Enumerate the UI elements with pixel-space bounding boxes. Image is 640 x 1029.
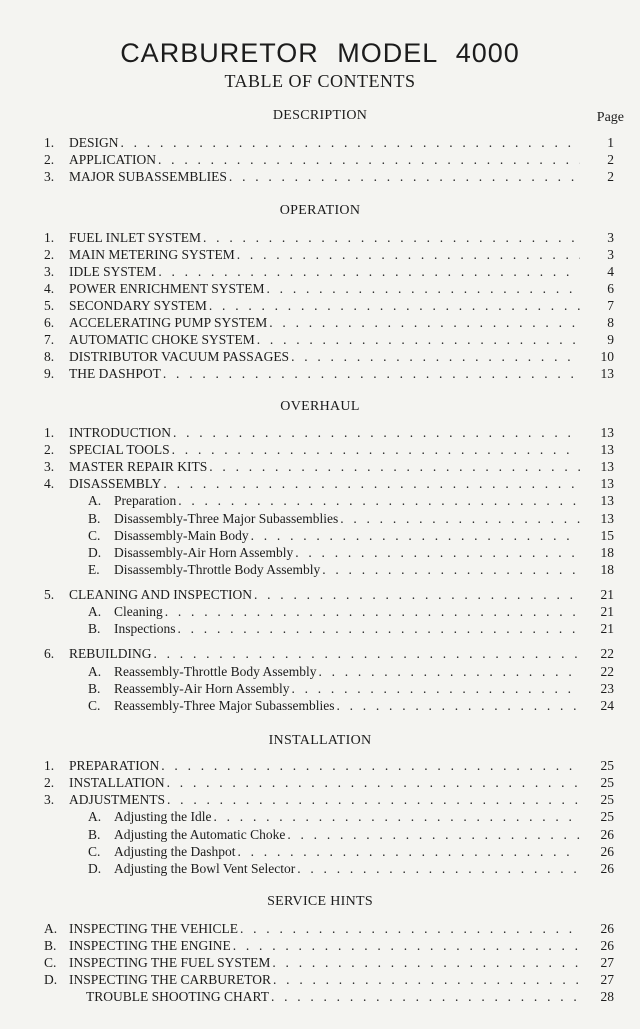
dot-leader — [233, 937, 580, 954]
dot-leader — [291, 348, 580, 365]
toc-entry-label: DISTRIBUTOR VACUUM PASSAGES — [69, 349, 290, 364]
toc-entry-number: A. — [88, 604, 102, 619]
dot-leader — [158, 263, 580, 280]
toc-entry — [0, 441, 640, 458]
toc-entry-leader — [69, 937, 580, 954]
toc-entry — [0, 365, 640, 382]
toc-entry — [0, 808, 640, 825]
toc-entry-page: 27 — [600, 955, 614, 970]
toc-entry-label: Disassembly-Main Body — [114, 528, 249, 543]
toc-entry-page: 25 — [600, 792, 614, 807]
toc-entry-page: 22 — [600, 664, 614, 679]
dot-leader — [297, 860, 580, 877]
toc-entry-leader — [114, 544, 580, 561]
toc-entry-leader — [69, 791, 580, 808]
toc-entry-label: INSTALLATION — [69, 775, 165, 790]
toc-entry-page: 26 — [600, 844, 614, 859]
dot-leader — [121, 134, 581, 151]
toc-entry-label: SECONDARY SYSTEM — [69, 298, 207, 313]
toc-entry — [0, 168, 640, 185]
toc-entry-label: Disassembly-Throttle Body Assembly — [114, 562, 321, 577]
toc-entry-label: INSPECTING THE FUEL SYSTEM — [69, 955, 271, 970]
toc-entry-page: 18 — [600, 545, 614, 560]
toc-entry-leader — [69, 424, 580, 441]
toc-entry-leader — [69, 297, 580, 314]
toc-entry-number: 4. — [44, 476, 55, 491]
toc-entry-page: 13 — [600, 493, 614, 508]
dot-leader — [287, 826, 580, 843]
toc-entry-number: C. — [88, 698, 101, 713]
toc-entry-number: 2. — [44, 775, 55, 790]
toc-entry-label: PREPARATION — [69, 758, 160, 773]
toc-entry-number: A. — [88, 809, 102, 824]
toc-entry-page: 26 — [600, 938, 614, 953]
toc-entry-leader — [69, 475, 580, 492]
toc-entry — [0, 544, 640, 561]
toc-entry-label: MAIN METERING SYSTEM — [69, 247, 235, 262]
toc-entry-number: 1. — [44, 230, 55, 245]
toc-entry-number: 7. — [44, 332, 55, 347]
toc-entry-leader — [69, 229, 580, 246]
toc-entry-page: 13 — [600, 442, 614, 457]
page-title: CARBURETOR MODEL 4000 — [120, 38, 520, 68]
toc-entry-leader — [69, 348, 580, 365]
toc-entry-label: Cleaning — [114, 604, 163, 619]
toc-entry-page: 10 — [600, 349, 614, 364]
toc-entry-page: 3 — [607, 247, 614, 262]
toc-entry — [0, 774, 640, 791]
toc-entry-label: MAJOR SUBASSEMBLIES — [69, 169, 227, 184]
dot-leader — [273, 971, 580, 988]
toc-entry-page: 9 — [607, 332, 614, 347]
section-heading: DESCRIPTION — [272, 108, 368, 123]
toc-entry — [0, 475, 640, 492]
toc-entry-number: C. — [88, 528, 101, 543]
toc-entry-page: 2 — [607, 169, 614, 184]
toc-entry-leader — [69, 246, 580, 263]
toc-entry-label: Reassembly-Three Major Subassemblies — [114, 698, 335, 713]
section-heading: OVERHAUL — [280, 399, 360, 414]
toc-entry-leader — [69, 263, 580, 280]
toc-entry-leader — [69, 134, 580, 151]
toc-entry-page: 13 — [600, 366, 614, 381]
toc-entry-number: D. — [88, 861, 102, 876]
toc-entry-label: REBUILDING — [69, 646, 152, 661]
toc-entry-leader — [69, 458, 580, 475]
toc-entry-leader — [114, 808, 580, 825]
toc-entry-number: 5. — [44, 587, 55, 602]
toc-entry-label: Preparation — [114, 493, 177, 508]
toc-entry — [0, 314, 640, 331]
toc-entry-page: 6 — [607, 281, 614, 296]
toc-entry-number: 6. — [44, 315, 55, 330]
dot-leader — [318, 663, 580, 680]
toc-entry — [0, 510, 640, 527]
toc-entry — [0, 860, 640, 877]
toc-entry-leader — [114, 680, 580, 697]
dot-leader — [172, 441, 580, 458]
toc-entry — [0, 492, 640, 509]
dot-leader — [229, 168, 580, 185]
toc-entry-label: Adjusting the Automatic Choke — [114, 827, 286, 842]
toc-entry — [0, 134, 640, 151]
toc-entry-leader — [69, 441, 580, 458]
toc-entry-label: POWER ENRICHMENT SYSTEM — [69, 281, 265, 296]
dot-leader — [165, 603, 580, 620]
toc-entry-page: 28 — [600, 989, 614, 1004]
dot-leader — [173, 424, 580, 441]
toc-entry-label: Reassembly-Air Horn Assembly — [114, 681, 290, 696]
dot-leader — [237, 246, 580, 263]
toc-entry-leader — [69, 757, 580, 774]
toc-entry-leader — [69, 586, 580, 603]
toc-entry — [0, 843, 640, 860]
toc-entry-label: DESIGN — [69, 135, 119, 150]
dot-leader — [163, 475, 580, 492]
toc-entry — [0, 263, 640, 280]
toc-entry-label: SPECIAL TOOLS — [69, 442, 170, 457]
toc-entry-number: 1. — [44, 425, 55, 440]
toc-entry-page: 13 — [600, 511, 614, 526]
dot-leader — [269, 314, 580, 331]
toc-entry-page: 21 — [600, 604, 614, 619]
dot-leader — [238, 843, 581, 860]
toc-entry-number: B. — [88, 827, 101, 842]
toc-entry-page: 26 — [600, 861, 614, 876]
toc-entry-label: INSPECTING THE ENGINE — [69, 938, 231, 953]
toc-entry-page: 24 — [600, 698, 614, 713]
toc-entry-label: Reassembly-Throttle Body Assembly — [114, 664, 317, 679]
toc-entry-leader — [114, 492, 580, 509]
toc-entry-page: 13 — [600, 425, 614, 440]
toc-entry-page: 13 — [600, 476, 614, 491]
toc-entry-leader — [114, 843, 580, 860]
toc-entry-leader — [114, 603, 580, 620]
dot-leader — [161, 757, 580, 774]
toc-entry-page: 25 — [600, 809, 614, 824]
toc-entry-leader — [114, 620, 580, 637]
toc-entry-label: INSPECTING THE VEHICLE — [69, 921, 238, 936]
toc-entry — [0, 988, 640, 1005]
toc-entry-number: 3. — [44, 792, 55, 807]
toc-entry — [0, 791, 640, 808]
toc-entry-leader — [69, 954, 580, 971]
toc-entry-page: 25 — [600, 758, 614, 773]
toc-entry-number: 3. — [44, 169, 55, 184]
toc-entry-number: 2. — [44, 442, 55, 457]
toc-entry-leader — [69, 331, 580, 348]
toc-entry-page: 25 — [600, 775, 614, 790]
dot-leader — [167, 791, 580, 808]
dot-leader — [271, 988, 580, 1005]
toc-entry-number: 8. — [44, 349, 55, 364]
toc-entry-number: E. — [88, 562, 100, 577]
toc-entry-label: Disassembly-Air Horn Assembly — [114, 545, 294, 560]
toc-entry-number: 6. — [44, 646, 55, 661]
toc-entry — [0, 297, 640, 314]
section-heading: OPERATION — [279, 203, 361, 218]
dot-leader — [163, 365, 580, 382]
toc-entry — [0, 246, 640, 263]
toc-entry-page: 3 — [607, 230, 614, 245]
toc-entry-leader — [69, 168, 580, 185]
dot-leader — [178, 620, 581, 637]
toc-entry-number: A. — [44, 921, 58, 936]
toc-entry — [0, 954, 640, 971]
dot-leader — [257, 331, 580, 348]
toc-entry-label: IDLE SYSTEM — [69, 264, 157, 279]
dot-leader — [240, 920, 580, 937]
dot-leader — [158, 151, 580, 168]
toc-entry-number: A. — [88, 493, 102, 508]
toc-entry — [0, 561, 640, 578]
dot-leader — [336, 697, 580, 714]
toc-entry — [0, 826, 640, 843]
toc-entry — [0, 229, 640, 246]
toc-entry-label: TROUBLE SHOOTING CHART — [86, 989, 269, 1004]
toc-entry-leader — [69, 314, 580, 331]
toc-entry-page: 22 — [600, 646, 614, 661]
toc-entry-number: B. — [88, 621, 101, 636]
toc-entry-number: A. — [88, 664, 102, 679]
toc-entry-label: FUEL INLET SYSTEM — [69, 230, 202, 245]
toc-entry-number: C. — [44, 955, 57, 970]
toc-entry-label: Adjusting the Bowl Vent Selector — [114, 861, 296, 876]
dot-leader — [254, 586, 580, 603]
toc-entry-label: Adjusting the Idle — [114, 809, 212, 824]
toc-entry-number: 4. — [44, 281, 55, 296]
toc-entry-page: 26 — [600, 827, 614, 842]
dot-leader — [178, 492, 580, 509]
toc-entry-leader — [114, 510, 580, 527]
toc-entry-page: 15 — [600, 528, 614, 543]
toc-entry — [0, 680, 640, 697]
toc-entry — [0, 920, 640, 937]
toc-entry — [0, 331, 640, 348]
toc-entry-label: ACCELERATING PUMP SYSTEM — [69, 315, 268, 330]
toc-entry — [0, 151, 640, 168]
toc-entry-label: AUTOMATIC CHOKE SYSTEM — [69, 332, 255, 347]
toc-entry-number: B. — [88, 681, 101, 696]
toc-entry — [0, 971, 640, 988]
dot-leader — [295, 544, 580, 561]
toc-entry — [0, 424, 640, 441]
toc-entry — [0, 348, 640, 365]
dot-leader — [203, 229, 580, 246]
toc-entry-page: 26 — [600, 921, 614, 936]
toc-entry-leader — [69, 365, 580, 382]
toc-entry-label: DISASSEMBLY — [69, 476, 162, 491]
toc-entry-leader — [69, 645, 580, 662]
toc-entry-leader — [114, 860, 580, 877]
toc-entry — [0, 645, 640, 662]
toc-entry-number: 1. — [44, 758, 55, 773]
toc-entry-leader — [114, 663, 580, 680]
toc-entry-number: 2. — [44, 247, 55, 262]
toc-entry-number: B. — [88, 511, 101, 526]
toc-entry-page: 18 — [600, 562, 614, 577]
toc-entry-leader — [69, 280, 580, 297]
page-subtitle: TABLE OF CONTENTS — [224, 71, 416, 91]
toc-entry-label: INTRODUCTION — [69, 425, 171, 440]
toc-entry — [0, 620, 640, 637]
toc-entry-page: 8 — [607, 315, 614, 330]
toc-entry-number: 3. — [44, 264, 55, 279]
toc-entry-leader — [69, 151, 580, 168]
toc-entry-page: 23 — [600, 681, 614, 696]
dot-leader — [154, 645, 581, 662]
dot-leader — [322, 561, 580, 578]
toc-entry-leader — [69, 920, 580, 937]
toc-entry-label: CLEANING AND INSPECTION — [69, 587, 252, 602]
toc-entry-number: 1. — [44, 135, 55, 150]
toc-entry-number: C. — [88, 844, 101, 859]
dot-leader — [209, 458, 580, 475]
toc-entry-label: Adjusting the Dashpot — [114, 844, 236, 859]
toc-entry-number: D. — [44, 972, 58, 987]
toc-entry-page: 27 — [600, 972, 614, 987]
page-column-heading: Page — [596, 110, 624, 125]
toc-entry-page: 21 — [600, 621, 614, 636]
toc-entry-number: B. — [44, 938, 57, 953]
toc-entry — [0, 757, 640, 774]
toc-entry — [0, 603, 640, 620]
toc-entry-label: THE DASHPOT — [69, 366, 161, 381]
toc-entry-page: 13 — [600, 459, 614, 474]
toc-entry — [0, 458, 640, 475]
toc-entry-label: APPLICATION — [69, 152, 157, 167]
toc-entry-label: INSPECTING THE CARBURETOR — [69, 972, 272, 987]
dot-leader — [291, 680, 580, 697]
toc-entry-number: 2. — [44, 152, 55, 167]
dot-leader — [267, 280, 580, 297]
toc-entry-page: 1 — [607, 135, 614, 150]
dot-leader — [340, 510, 580, 527]
toc-entry-page: 21 — [600, 587, 614, 602]
toc-entry-number: 5. — [44, 298, 55, 313]
toc-entry — [0, 937, 640, 954]
toc-entry-leader — [69, 774, 580, 791]
dot-leader — [209, 297, 580, 314]
toc-entry-leader — [69, 971, 580, 988]
toc-entry-leader — [86, 988, 580, 1005]
toc-entry-leader — [114, 826, 580, 843]
dot-leader — [167, 774, 580, 791]
toc-entry-label: MASTER REPAIR KITS — [69, 459, 208, 474]
toc-entry-leader — [114, 527, 580, 544]
dot-leader — [214, 808, 581, 825]
toc-entry-label: Inspections — [114, 621, 176, 636]
toc-entry — [0, 527, 640, 544]
dot-leader — [251, 527, 580, 544]
toc-entry-page: 2 — [607, 152, 614, 167]
toc-entry-leader — [114, 697, 580, 714]
dot-leader — [272, 954, 580, 971]
section-heading: INSTALLATION — [268, 733, 372, 748]
toc-entry-number: D. — [88, 545, 102, 560]
toc-entry — [0, 697, 640, 714]
toc-entry — [0, 586, 640, 603]
section-heading: SERVICE HINTS — [267, 894, 373, 909]
toc-entry-label: Disassembly-Three Major Subassemblies — [114, 511, 339, 526]
toc-entry-page: 7 — [607, 298, 614, 313]
toc-entry-number: 3. — [44, 459, 55, 474]
toc-entry — [0, 663, 640, 680]
toc-entry-number: 9. — [44, 366, 55, 381]
toc-entry — [0, 280, 640, 297]
toc-entry-label: ADJUSTMENTS — [69, 792, 166, 807]
toc-entry-leader — [114, 561, 580, 578]
toc-entry-page: 4 — [607, 264, 614, 279]
